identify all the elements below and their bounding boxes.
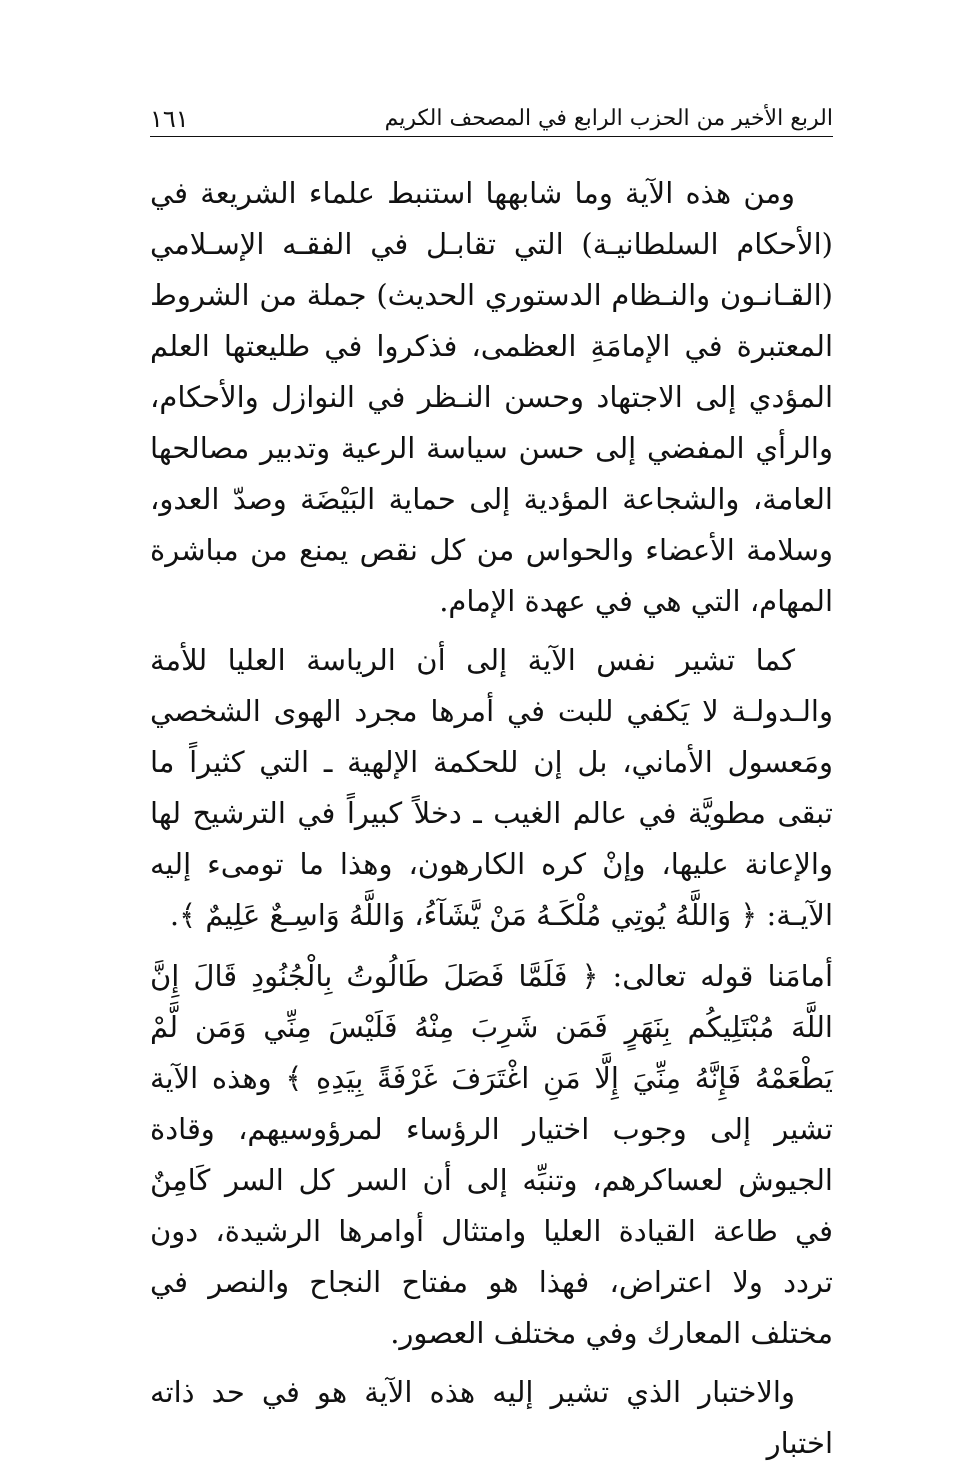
body-text xyxy=(150,168,833,1477)
paragraph-1-text: ومن هذه الآية وما شابهها استنبط علماء الشريعة في (الأحكام السلطانيـة) التي تقابـل في الفقـه الإسـلامي (القـانـون والنـظام الدستوري الحديث) جملة من الشروط المعتبرة في الإمامَةِ العظمى، فذكروا في طليعتها العلم المؤدي إلى الاجتهاد وحسن النـظر في النوازل والأحكام، والرأي المفضي إلى حسن سياسة الرعية وتدبير مصالحها العامة، والشجاعة المؤدية إلى حماية البَيْضَة وصدّ العدو، وسلامة الأعضاء والحواس من كل نقص يمنع من مباشرة المهام، التي هي في عهدة الإمام. xyxy=(150,176,833,618)
paragraph-1 xyxy=(150,168,833,627)
paragraph-3-text: أمامَنا قوله تعالى: ﴿ فَلَمَّا فَصَلَ طَالُوتُ بِالْجُنُودِ قَالَ إِنَّ اللَّهَ مُبْتَلِيكُم بِنَهَرٍ فَمَن شَرِبَ مِنْهُ فَلَيْسَ مِنِّي وَمَن لَّمْ يَطْعَمْهُ فَإِنَّهُ مِنِّيَ إِلَّا مَنِ اغْتَرَفَ غَرْفَةً بِيَدِهِ ﴾ وهذه الآية تشير إلى وجوب اختيار الرؤساء لمرؤوسيهم، وقادة الجيوش لعساكرهم، وتنبِّه إلى أن السر كل السر كَامِنٌ في طاعة القيادة العليا وامتثال أوامرها الرشيدة، دون تردد ولا اعتراض، فهذا هو مفتاح النجاح والنصر في مختلف المعارك وفي مختلف العصور. xyxy=(150,959,833,1350)
page-header xyxy=(150,98,833,137)
running-title: الربع الأخير من الحزب الرابع في المصحف الكريم xyxy=(384,106,833,131)
paragraph-4-text: والاختبار الذي تشير إليه هذه الآية هو في حد ذاته اختبار xyxy=(150,1375,833,1460)
paragraph-2 xyxy=(150,635,833,941)
page-number: ١٦١ xyxy=(150,105,189,133)
paragraph-3 xyxy=(150,951,833,1359)
paragraph-2-text: كما تشير نفس الآية إلى أن الرياسة العليا للأمة والـدولـة لا يَكفي للبت في أمرها مجرد الهوى الشخصي ومَعسول الأماني، بل إن للحكمة الإلهية ـ التي كثيراً ما تبقى مطويَّة في عالم الغيب ـ دخلاً كبيراً في الترشيح لها والإعانة عليها، وإنْ كره الكارهون، وهذا ما تومىء إليه الآيـة: ﴿ وَاللَّهُ يُوتِي مُلْكَـهُ مَنْ يَّشَآءُ، وَاللَّهُ وَاسِـعٌ عَلِيمٌ ﴾. xyxy=(150,643,833,932)
paragraph-4 xyxy=(150,1367,833,1469)
